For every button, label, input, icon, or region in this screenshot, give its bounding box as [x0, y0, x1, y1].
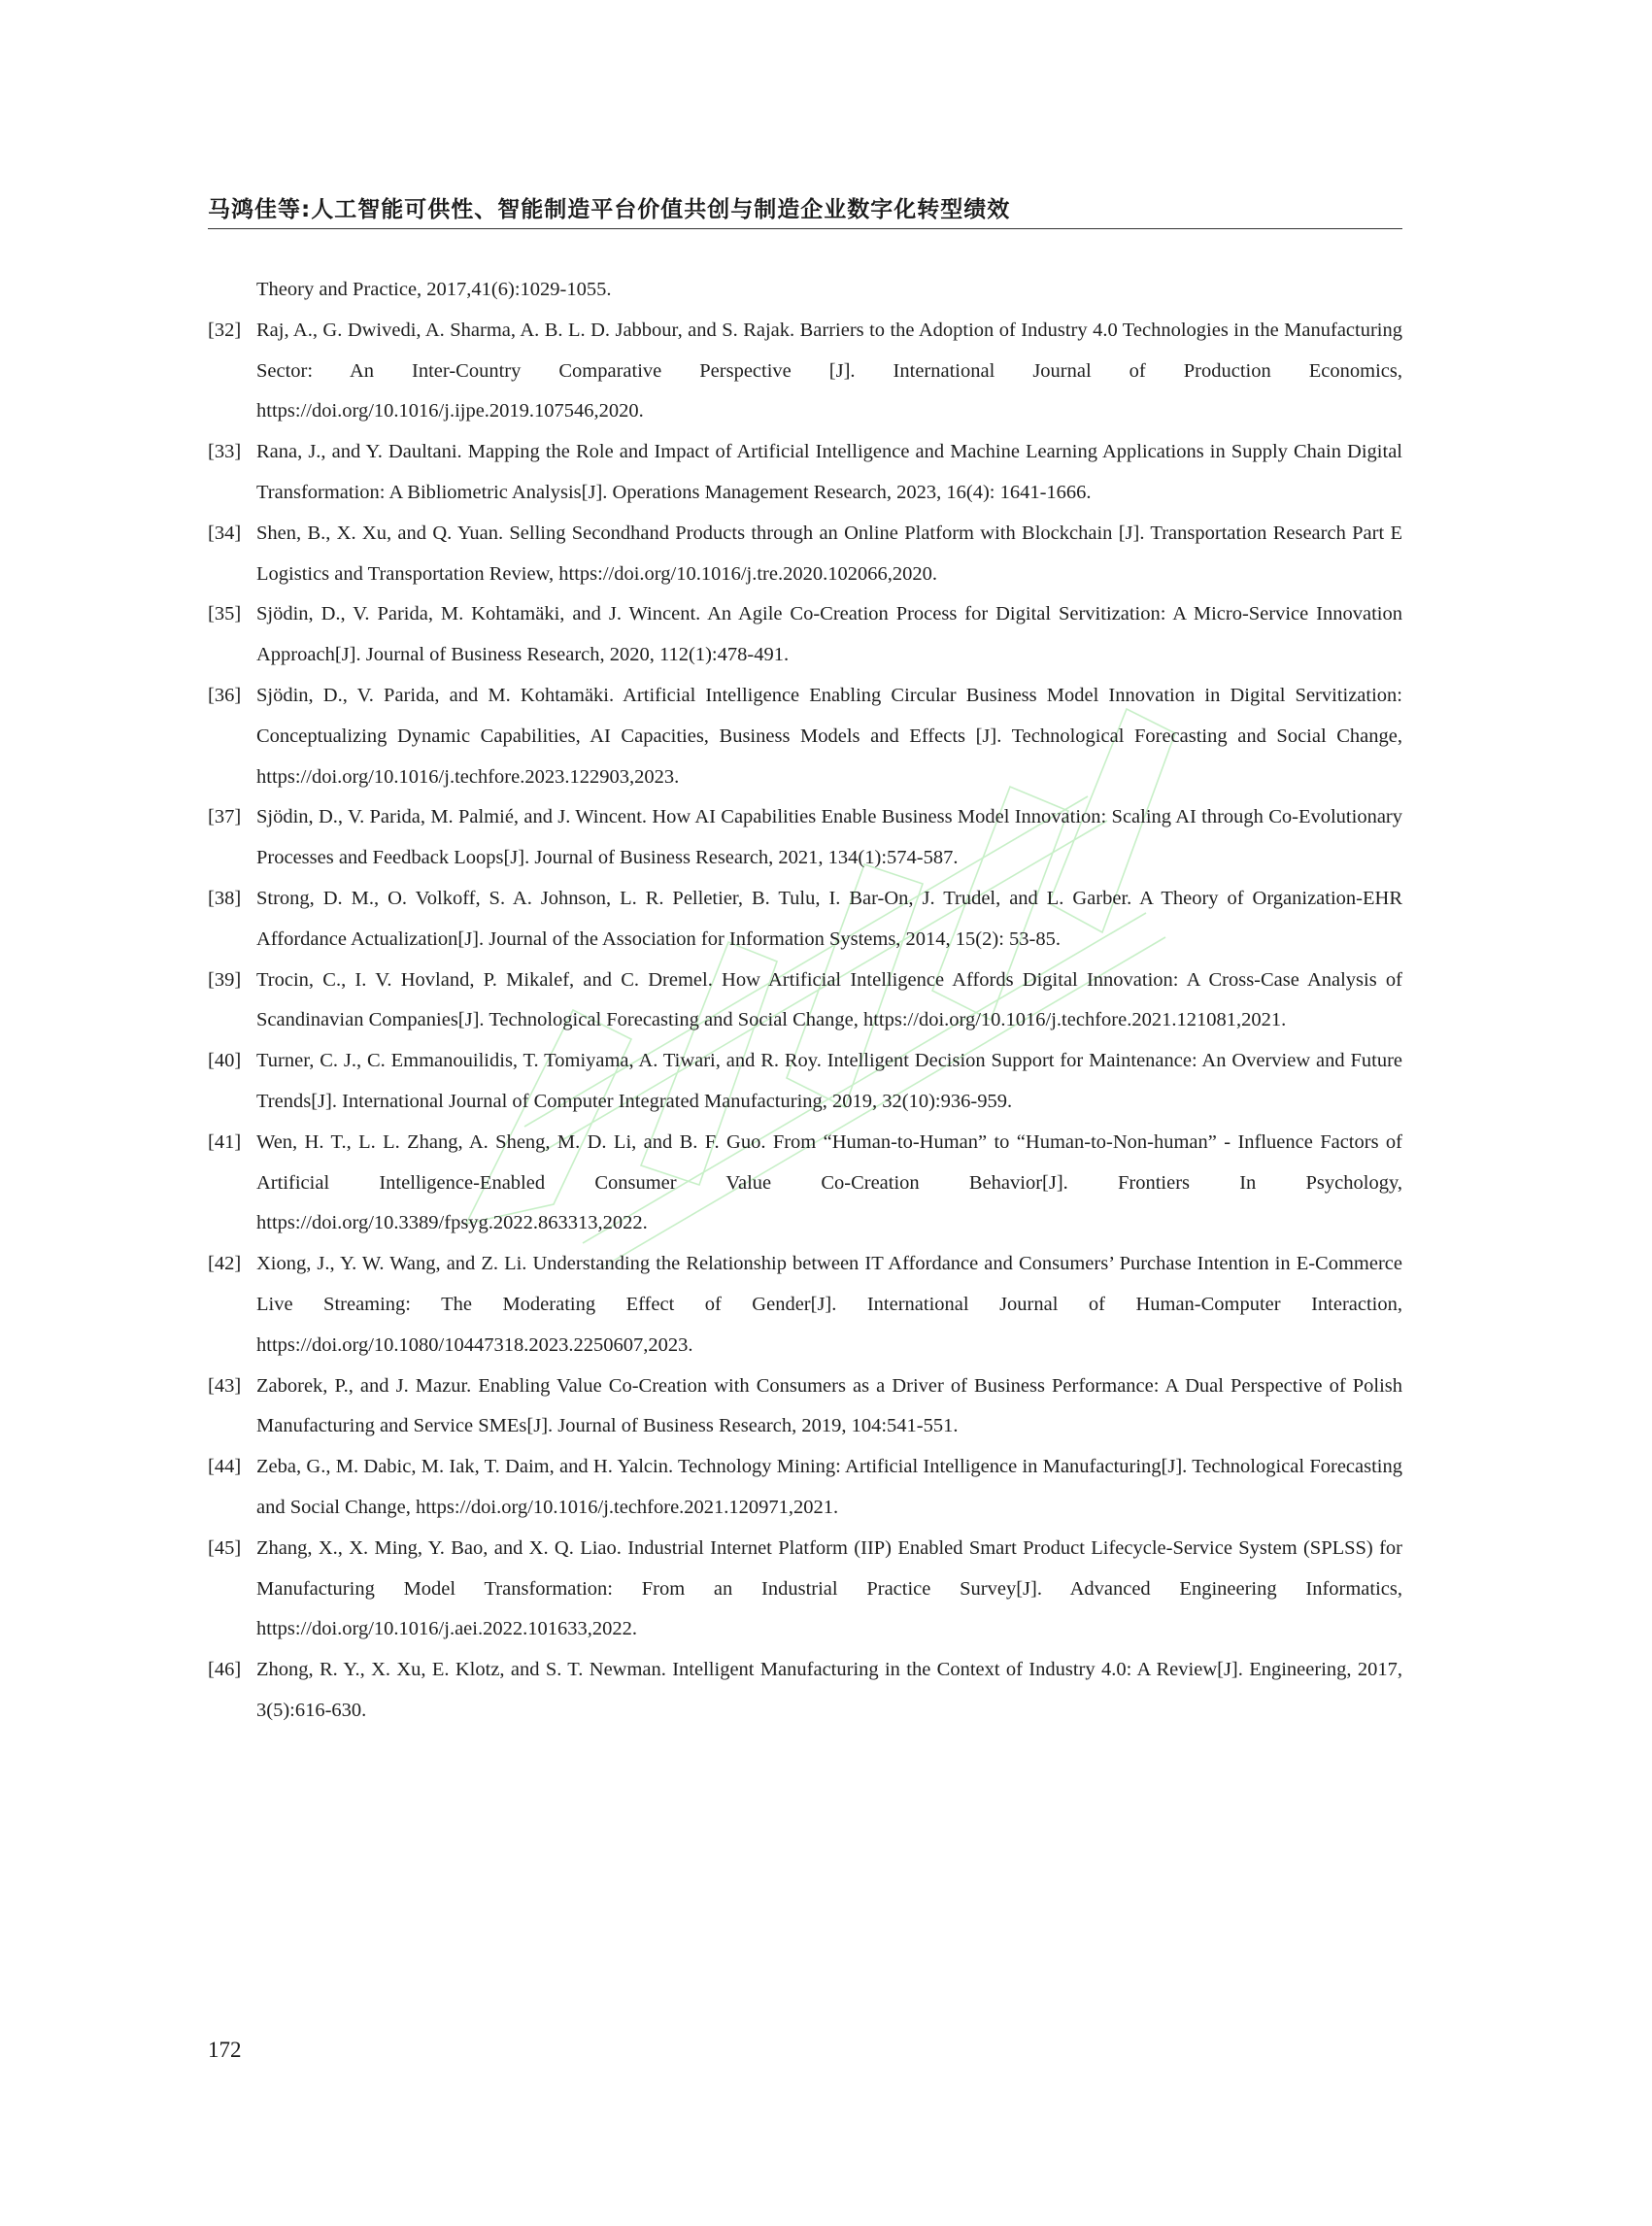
reference-list — [208, 270, 1402, 1732]
reference-number: [35] — [208, 603, 242, 625]
reference-number: [36] — [208, 684, 242, 706]
reference-item — [208, 676, 1402, 797]
page-number: 172 — [208, 2038, 242, 2062]
header-rule — [208, 228, 1402, 229]
reference-text: Shen, B., X. Xu, and Q. Yuan. Selling Secondhand Products through an Online Platform with Blockchain [J]. Transportation Research Part E Logistics and Transportation Review, https://doi.org/10.1016/j.tre.2020.102066,2020. — [256, 522, 1402, 585]
reference-continuation: Theory and Practice, 2017,41(6):1029-1055. — [256, 279, 612, 300]
reference-item — [208, 514, 1402, 595]
reference-number: [38] — [208, 887, 242, 909]
reference-number: [42] — [208, 1253, 242, 1275]
reference-number: [44] — [208, 1456, 242, 1478]
reference-number: [45] — [208, 1536, 242, 1559]
reference-item — [208, 879, 1402, 961]
reference-item — [208, 432, 1402, 514]
reference-item — [208, 1650, 1402, 1732]
reference-item — [208, 1529, 1402, 1650]
reference-item — [208, 1123, 1402, 1244]
reference-text: Sjödin, D., V. Parida, M. Palmié, and J. Wincent. How AI Capabilities Enable Business Model Innovation: Scaling AI through Co-Evolutionary Processes and Feedback Loops[J]. Journal of Business Research, 2021, 134(1):574-587. — [256, 806, 1402, 869]
reference-item — [208, 1366, 1402, 1448]
reference-item — [208, 594, 1402, 676]
reference-item — [208, 961, 1402, 1042]
reference-number: [43] — [208, 1374, 242, 1397]
reference-text: Strong, D. M., O. Volkoff, S. A. Johnson, L. R. Pelletier, B. Tulu, I. Bar-On, J. Trudel, and L. Garber. A Theory of Organization-EHR Affordance Actualization[J]. Journal of the Association for Information Systems, 2014, 15(2): 53-85. — [256, 887, 1402, 950]
reference-text: Rana, J., and Y. Daultani. Mapping the Role and Impact of Artificial Intelligence and Machine Learning Applications in Supply Chain Digital Transformation: A Bibliometric Analysis[J]. Operations Management Research, 2023, 16(4): 1641-1666. — [256, 441, 1402, 503]
reference-text: Sjödin, D., V. Parida, M. Kohtamäki, and J. Wincent. An Agile Co-Creation Process for Digital Servitization: A Micro-Service Innovation Approach[J]. Journal of Business Research, 2020, 112(1):478-491. — [256, 603, 1402, 666]
running-header: 马鸿佳等:人工智能可供性、智能制造平台价值共创与制造企业数字化转型绩效 — [208, 197, 1011, 222]
reference-text: Raj, A., G. Dwivedi, A. Sharma, A. B. L. D. Jabbour, and S. Rajak. Barriers to the Adoption of Industry 4.0 Technologies in the Manufacturing Sector: An Inter-Country Comparative Perspective [J]. International Journal of Production Economics, https://doi.org/10.1016/j.ijpe.2019.107546,2020. — [256, 319, 1402, 422]
reference-text: Wen, H. T., L. L. Zhang, A. Sheng, M. D. Li, and B. F. Guo. From “Human-to-Human” to “Human-to-Non-human” - Influence Factors of Artificial Intelligence-Enabled Consumer Value Co-Creation Behavior[J]. Frontiers In Psychology, https://doi.org/10.3389/fpsyg.2022.863313,2022. — [256, 1130, 1402, 1234]
reference-number: [41] — [208, 1130, 242, 1153]
reference-text: Zeba, G., M. Dabic, M. Iak, T. Daim, and H. Yalcin. Technology Mining: Artificial Intelligence in Manufacturing[J]. Technological Forecasting and Social Change, https://doi.org/10.1016/j.techfore.2021.120971,2021. — [256, 1456, 1402, 1518]
reference-number: [39] — [208, 968, 242, 991]
reference-number: [37] — [208, 806, 242, 828]
reference-text: Turner, C. J., C. Emmanouilidis, T. Tomiyama, A. Tiwari, and R. Roy. Intelligent Decision Support for Maintenance: An Overview and Future Trends[J]. International Journal of Computer Integrated Manufacturing, 2019, 32(10):936-959. — [256, 1050, 1402, 1112]
reference-text: Zhang, X., X. Ming, Y. Bao, and X. Q. Liao. Industrial Internet Platform (IIP) Enabled Smart Product Lifecycle-Service System (SPLSS) for Manufacturing Model Transformation: From an Industrial Practice Survey[J]. Advanced Engineering Informatics, https://doi.org/10.1016/j.aei.2022.101633,2022. — [256, 1536, 1402, 1640]
reference-text: Sjödin, D., V. Parida, and M. Kohtamäki. Artificial Intelligence Enabling Circular Business Model Innovation in Digital Servitization: Conceptualizing Dynamic Capabilities, AI Capacities, Business Models and Effects [J]. Technological Forecasting and Social Change, https://doi.org/10.1016/j.techfore.2023.122903,2023. — [256, 684, 1402, 788]
reference-number: [40] — [208, 1050, 242, 1072]
reference-item — [208, 311, 1402, 432]
reference-text: Trocin, C., I. V. Hovland, P. Mikalef, and C. Dremel. How Artificial Intelligence Affords Digital Innovation: A Cross-Case Analysis of Scandinavian Companies[J]. Technological Forecasting and Social Change, https://doi.org/10.1016/j.techfore.2021.121081,2021. — [256, 968, 1402, 1031]
reference-number: [32] — [208, 319, 242, 341]
reference-text: Xiong, J., Y. W. Wang, and Z. Li. Understanding the Relationship between IT Affordance and Consumers’ Purchase Intention in E-Commerce Live Streaming: The Moderating Effect of Gender[J]. International Journal of Human-Computer Interaction, https://doi.org/10.1080/10447318.2023.2250607,2023. — [256, 1253, 1402, 1356]
reference-item — [208, 797, 1402, 879]
reference-text: Zhong, R. Y., X. Xu, E. Klotz, and S. T. Newman. Intelligent Manufacturing in the Context of Industry 4.0: A Review[J]. Engineering, 2017, 3(5):616-630. — [256, 1659, 1402, 1721]
reference-number: [46] — [208, 1659, 242, 1681]
reference-text: Zaborek, P., and J. Mazur. Enabling Value Co-Creation with Consumers as a Driver of Business Performance: A Dual Perspective of Polish Manufacturing and Service SMEs[J]. Journal of Business Research, 2019, 104:541-551. — [256, 1374, 1402, 1437]
reference-item — [208, 1244, 1402, 1366]
reference-number: [33] — [208, 441, 242, 463]
reference-number: [34] — [208, 522, 242, 544]
reference-item — [208, 1447, 1402, 1529]
reference-item — [208, 1041, 1402, 1123]
